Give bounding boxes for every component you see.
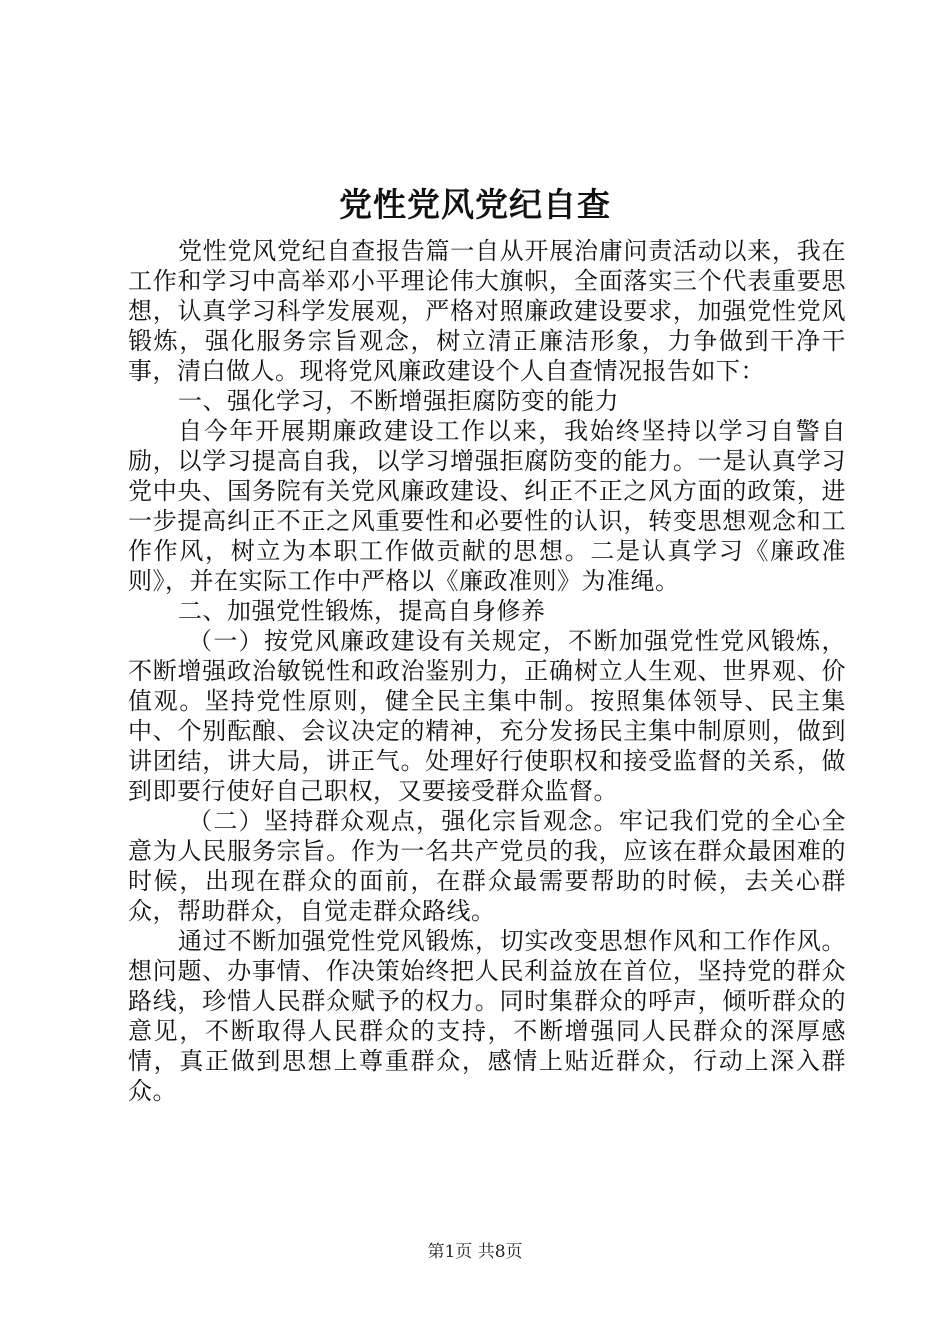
document-title: 党性党风党纪自查	[339, 185, 611, 224]
document-body	[128, 236, 846, 1106]
closing-paragraph: 通过不断加强党性党风锻炼，切实改变思想作风和工作作风。想问题、办事情、作决策始终把人民利益放在首位，坚持党的群众路线，珍惜人民群众赋予的权力。同时集群众的呼声，倾听群众的意见，不断取得人民群众的支持，不断增强同人民群众的深厚感情，真正做到思想上尊重群众，感情上贴近群众，行动上深入群众。	[128, 927, 846, 1105]
intro-paragraph: 党性党风党纪自查报告篇一自从开展治庸问责活动以来，我在工作和学习中高举邓小平理论伟大旗帜，全面落实三个代表重要思想，认真学习科学发展观，严格对照廉政建设要求，加强党性党风锻炼，强化服务宗旨观念，树立清正廉洁形象，力争做到干净干事，清白做人。现将党风廉政建设个人自查情况报告如下：	[128, 237, 846, 385]
subsection-2-paragraph: （二）坚持群众观点，强化宗旨观念。牢记我们党的全心全意为人民服务宗旨。作为一名共产党员的我，应该在群众最困难的时候，出现在群众的面前，在群众最需要帮助的时候，去关心群众，帮助群众，自觉走群众路线。	[128, 807, 846, 925]
subsection-1-paragraph: （一）按党风廉政建设有关规定，不断加强党性党风锻炼，不断增强政治敏锐性和政治鉴别力，正确树立人生观、世界观、价值观。坚持党性原则，健全民主集中制。按照集体领导、民主集中、个别酝酿、会议决定的精神，充分发扬民主集中制原则，做到讲团结，讲大局，讲正气。处理好行使职权和接受监督的关系，做到即要行使好自己职权，又要接受群众监督。	[128, 627, 846, 805]
section-1-paragraph: 自今年开展期廉政建设工作以来，我始终坚持以学习自警自励，以学习提高自我，以学习增强拒腐防变的能力。一是认真学习党中央、国务院有关党风廉政建设、纠正不正之风方面的政策，进一步提高纠正不正之风重要性和必要性的认识，转变思想观念和工作作风，树立为本职工作做贡献的思想。二是认真学习《廉政准则》，并在实际工作中严格以《廉政准则》为准绳。	[128, 417, 846, 595]
section-heading-1: 一、强化学习，不断增强拒腐防变的能力	[178, 387, 619, 415]
section-heading-2: 二、加强党性锻炼，提高自身修养	[178, 597, 546, 625]
page-number-footer: 第1页 共8页	[427, 1242, 523, 1262]
